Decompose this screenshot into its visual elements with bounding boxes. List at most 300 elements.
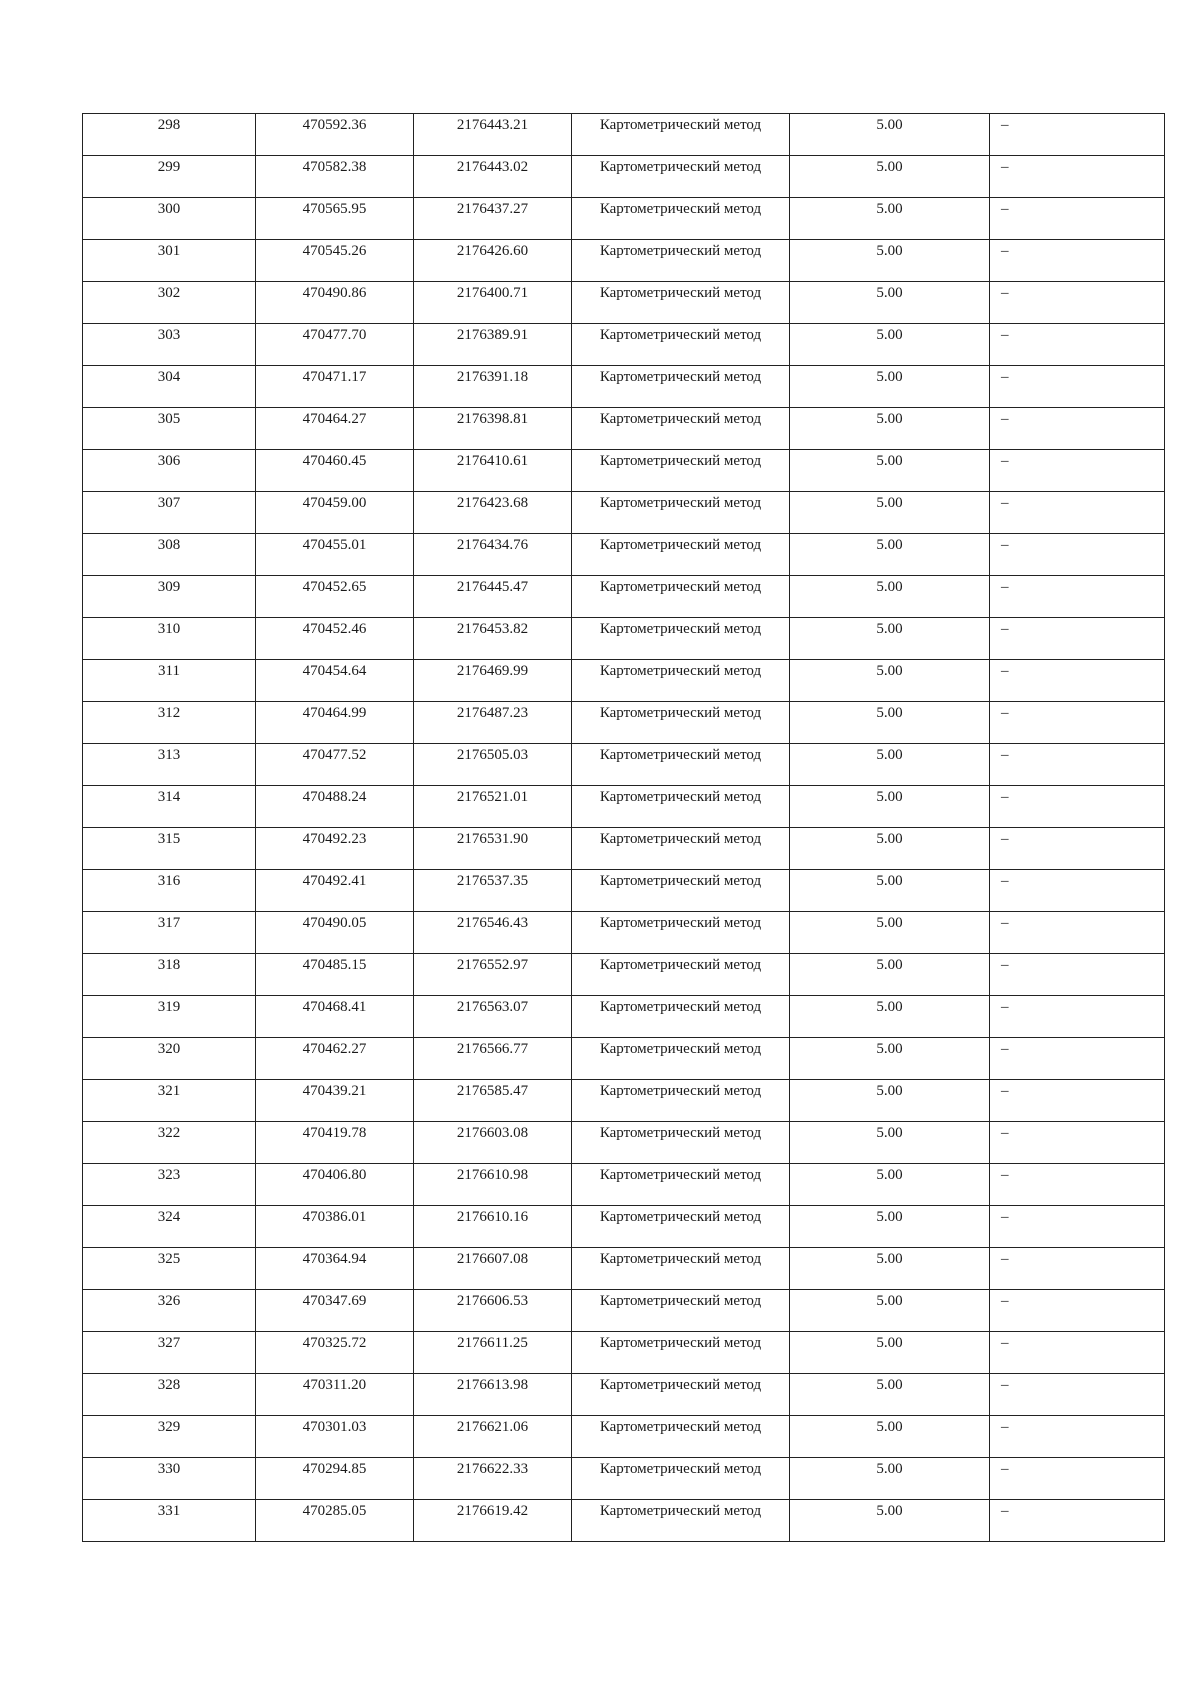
point-number-cell — [83, 1500, 256, 1542]
table-row — [83, 156, 1165, 198]
method-text: Картометрический метод — [599, 747, 762, 763]
y-coordinate-text: 2176603.08 — [456, 1125, 529, 1141]
point-number-cell — [83, 1248, 256, 1290]
accuracy-text: 5.00 — [876, 1041, 903, 1057]
x-coordinate-cell — [256, 450, 414, 492]
method-cell — [572, 1164, 790, 1206]
table-row — [83, 1374, 1165, 1416]
point-number-text: 302 — [157, 285, 181, 301]
note-text: – — [1001, 1419, 1009, 1435]
point-number-cell — [83, 618, 256, 660]
point-number-cell — [83, 450, 256, 492]
x-coordinate-cell — [256, 324, 414, 366]
note-text: – — [1001, 411, 1009, 427]
y-coordinate-text: 2176610.98 — [456, 1167, 529, 1183]
table-row — [83, 114, 1165, 156]
y-coordinate-cell — [414, 996, 572, 1038]
point-number-cell — [83, 492, 256, 534]
table-row — [83, 702, 1165, 744]
accuracy-text: 5.00 — [876, 1335, 903, 1351]
y-coordinate-text: 2176566.77 — [456, 1041, 529, 1057]
accuracy-cell — [790, 1332, 990, 1374]
point-number-text: 312 — [157, 705, 181, 721]
y-coordinate-cell — [414, 1500, 572, 1542]
method-text: Картометрический метод — [599, 705, 762, 721]
x-coordinate-cell — [256, 1080, 414, 1122]
accuracy-cell — [790, 450, 990, 492]
table-row — [83, 1164, 1165, 1206]
y-coordinate-cell — [414, 450, 572, 492]
table-row — [83, 996, 1165, 1038]
table-row — [83, 744, 1165, 786]
accuracy-text: 5.00 — [876, 1125, 903, 1141]
y-coordinate-text: 2176453.82 — [456, 621, 529, 637]
method-cell — [572, 1290, 790, 1332]
point-number-cell — [83, 1080, 256, 1122]
point-number-text: 303 — [157, 327, 181, 343]
note-cell — [990, 156, 1165, 198]
x-coordinate-cell — [256, 114, 414, 156]
method-text: Картометрический метод — [599, 1419, 762, 1435]
method-text: Картометрический метод — [599, 1083, 762, 1099]
accuracy-cell — [790, 1122, 990, 1164]
method-text: Картометрический метод — [599, 915, 762, 931]
x-coordinate-cell — [256, 744, 414, 786]
table-row — [83, 660, 1165, 702]
method-cell — [572, 1248, 790, 1290]
point-number-text: 313 — [157, 747, 181, 763]
y-coordinate-cell — [414, 1458, 572, 1500]
note-text: – — [1001, 999, 1009, 1015]
x-coordinate-cell — [256, 786, 414, 828]
note-text: – — [1001, 327, 1009, 343]
y-coordinate-cell — [414, 744, 572, 786]
method-text: Картометрический метод — [599, 1461, 762, 1477]
x-coordinate-cell — [256, 1206, 414, 1248]
y-coordinate-cell — [414, 1332, 572, 1374]
table-row — [83, 618, 1165, 660]
method-cell — [572, 1500, 790, 1542]
x-coordinate-cell — [256, 240, 414, 282]
y-coordinate-cell — [414, 786, 572, 828]
x-coordinate-text: 470592.36 — [302, 117, 367, 133]
note-cell — [990, 1122, 1165, 1164]
note-cell — [990, 534, 1165, 576]
y-coordinate-cell — [414, 660, 572, 702]
method-cell — [572, 114, 790, 156]
table-row — [83, 408, 1165, 450]
point-number-cell — [83, 1122, 256, 1164]
note-cell — [990, 324, 1165, 366]
accuracy-text: 5.00 — [876, 411, 903, 427]
accuracy-cell — [790, 576, 990, 618]
point-number-text: 331 — [157, 1503, 181, 1519]
point-number-cell — [83, 1332, 256, 1374]
accuracy-text: 5.00 — [876, 327, 903, 343]
accuracy-cell — [790, 744, 990, 786]
note-text: – — [1001, 1083, 1009, 1099]
note-cell — [990, 408, 1165, 450]
x-coordinate-cell — [256, 1038, 414, 1080]
note-text: – — [1001, 537, 1009, 553]
y-coordinate-text: 2176537.35 — [456, 873, 529, 889]
accuracy-text: 5.00 — [876, 1503, 903, 1519]
point-number-cell — [83, 786, 256, 828]
note-text: – — [1001, 495, 1009, 511]
accuracy-cell — [790, 1416, 990, 1458]
y-coordinate-cell — [414, 912, 572, 954]
accuracy-text: 5.00 — [876, 747, 903, 763]
note-cell — [990, 1458, 1165, 1500]
coordinates-table — [82, 113, 1165, 1542]
accuracy-text: 5.00 — [876, 1209, 903, 1225]
table-row — [83, 1332, 1165, 1374]
y-coordinate-text: 2176585.47 — [456, 1083, 529, 1099]
point-number-text: 306 — [157, 453, 181, 469]
accuracy-text: 5.00 — [876, 537, 903, 553]
table-row — [83, 450, 1165, 492]
accuracy-cell — [790, 954, 990, 996]
point-number-cell — [83, 576, 256, 618]
accuracy-text: 5.00 — [876, 159, 903, 175]
y-coordinate-cell — [414, 534, 572, 576]
note-text: – — [1001, 1503, 1009, 1519]
x-coordinate-text: 470464.99 — [302, 705, 367, 721]
accuracy-text: 5.00 — [876, 957, 903, 973]
accuracy-text: 5.00 — [876, 117, 903, 133]
accuracy-text: 5.00 — [876, 999, 903, 1015]
point-number-cell — [83, 828, 256, 870]
method-cell — [572, 450, 790, 492]
x-coordinate-cell — [256, 366, 414, 408]
table-row — [83, 828, 1165, 870]
note-cell — [990, 1080, 1165, 1122]
note-text: – — [1001, 1461, 1009, 1477]
point-number-cell — [83, 702, 256, 744]
point-number-text: 328 — [157, 1377, 181, 1393]
x-coordinate-cell — [256, 534, 414, 576]
x-coordinate-cell — [256, 1248, 414, 1290]
x-coordinate-text: 470490.86 — [302, 285, 367, 301]
x-coordinate-cell — [256, 282, 414, 324]
y-coordinate-cell — [414, 408, 572, 450]
point-number-text: 326 — [157, 1293, 181, 1309]
accuracy-cell — [790, 1038, 990, 1080]
note-text: – — [1001, 705, 1009, 721]
x-coordinate-cell — [256, 1332, 414, 1374]
note-cell — [990, 786, 1165, 828]
x-coordinate-cell — [256, 954, 414, 996]
method-cell — [572, 996, 790, 1038]
x-coordinate-text: 470311.20 — [302, 1377, 367, 1393]
method-text: Картометрический метод — [599, 285, 762, 301]
note-cell — [990, 1416, 1165, 1458]
accuracy-cell — [790, 240, 990, 282]
x-coordinate-text: 470492.41 — [302, 873, 367, 889]
x-coordinate-text: 470490.05 — [302, 915, 367, 931]
note-cell — [990, 618, 1165, 660]
accuracy-text: 5.00 — [876, 789, 903, 805]
note-cell — [990, 366, 1165, 408]
point-number-text: 321 — [157, 1083, 181, 1099]
point-number-text: 305 — [157, 411, 181, 427]
note-text: – — [1001, 1335, 1009, 1351]
method-text: Картометрический метод — [599, 411, 762, 427]
method-cell — [572, 954, 790, 996]
table-row — [83, 240, 1165, 282]
method-text: Картометрический метод — [599, 1209, 762, 1225]
point-number-text: 318 — [157, 957, 181, 973]
accuracy-cell — [790, 828, 990, 870]
accuracy-text: 5.00 — [876, 915, 903, 931]
method-text: Картометрический метод — [599, 1125, 762, 1141]
y-coordinate-text: 2176469.99 — [456, 663, 529, 679]
method-cell — [572, 408, 790, 450]
point-number-text: 317 — [157, 915, 181, 931]
y-coordinate-cell — [414, 618, 572, 660]
x-coordinate-cell — [256, 492, 414, 534]
point-number-cell — [83, 1374, 256, 1416]
point-number-cell — [83, 1038, 256, 1080]
y-coordinate-text: 2176531.90 — [456, 831, 529, 847]
y-coordinate-text: 2176445.47 — [456, 579, 529, 595]
point-number-text: 311 — [158, 663, 180, 679]
method-text: Картометрический метод — [599, 789, 762, 805]
x-coordinate-text: 470386.01 — [302, 1209, 367, 1225]
table-row — [83, 198, 1165, 240]
y-coordinate-text: 2176521.01 — [456, 789, 529, 805]
accuracy-cell — [790, 198, 990, 240]
method-text: Картометрический метод — [599, 873, 762, 889]
method-text: Картометрический метод — [599, 453, 762, 469]
note-cell — [990, 240, 1165, 282]
y-coordinate-cell — [414, 282, 572, 324]
coordinates-table-body — [83, 114, 1165, 1542]
table-row — [83, 1290, 1165, 1332]
x-coordinate-cell — [256, 912, 414, 954]
method-text: Картометрический метод — [599, 159, 762, 175]
accuracy-text: 5.00 — [876, 621, 903, 637]
point-number-text: 309 — [157, 579, 181, 595]
accuracy-cell — [790, 996, 990, 1038]
note-text: – — [1001, 201, 1009, 217]
accuracy-text: 5.00 — [876, 201, 903, 217]
table-row — [83, 1500, 1165, 1542]
accuracy-cell — [790, 366, 990, 408]
x-coordinate-text: 470488.24 — [302, 789, 367, 805]
y-coordinate-cell — [414, 1080, 572, 1122]
accuracy-cell — [790, 156, 990, 198]
accuracy-text: 5.00 — [876, 1251, 903, 1267]
method-text: Картометрический метод — [599, 999, 762, 1015]
point-number-cell — [83, 324, 256, 366]
note-text: – — [1001, 1167, 1009, 1183]
x-coordinate-text: 470439.21 — [302, 1083, 367, 1099]
method-cell — [572, 576, 790, 618]
note-text: – — [1001, 159, 1009, 175]
note-cell — [990, 450, 1165, 492]
accuracy-cell — [790, 1248, 990, 1290]
x-coordinate-text: 470565.95 — [302, 201, 367, 217]
point-number-cell — [83, 954, 256, 996]
x-coordinate-cell — [256, 1374, 414, 1416]
note-text: – — [1001, 873, 1009, 889]
x-coordinate-text: 470471.17 — [302, 369, 367, 385]
method-cell — [572, 618, 790, 660]
point-number-text: 308 — [157, 537, 181, 553]
point-number-text: 307 — [157, 495, 181, 511]
y-coordinate-text: 2176606.53 — [456, 1293, 529, 1309]
method-cell — [572, 492, 790, 534]
table-row — [83, 912, 1165, 954]
accuracy-cell — [790, 618, 990, 660]
x-coordinate-cell — [256, 660, 414, 702]
method-text: Картометрический метод — [599, 495, 762, 511]
x-coordinate-text: 470468.41 — [302, 999, 367, 1015]
method-text: Картометрический метод — [599, 201, 762, 217]
note-cell — [990, 1500, 1165, 1542]
point-number-cell — [83, 534, 256, 576]
x-coordinate-cell — [256, 702, 414, 744]
table-row — [83, 1206, 1165, 1248]
table-row — [83, 786, 1165, 828]
method-text: Картометрический метод — [599, 1167, 762, 1183]
point-number-cell — [83, 744, 256, 786]
point-number-cell — [83, 870, 256, 912]
point-number-cell — [83, 1416, 256, 1458]
method-text: Картометрический метод — [599, 537, 762, 553]
method-cell — [572, 198, 790, 240]
x-coordinate-text: 470582.38 — [302, 159, 367, 175]
method-text: Картометрический метод — [599, 579, 762, 595]
point-number-cell — [83, 1290, 256, 1332]
method-text: Картометрический метод — [599, 117, 762, 133]
y-coordinate-cell — [414, 954, 572, 996]
accuracy-text: 5.00 — [876, 1461, 903, 1477]
x-coordinate-cell — [256, 996, 414, 1038]
accuracy-text: 5.00 — [876, 873, 903, 889]
point-number-cell — [83, 366, 256, 408]
accuracy-cell — [790, 492, 990, 534]
point-number-cell — [83, 198, 256, 240]
accuracy-text: 5.00 — [876, 831, 903, 847]
accuracy-cell — [790, 702, 990, 744]
y-coordinate-cell — [414, 1416, 572, 1458]
note-cell — [990, 828, 1165, 870]
method-text: Картометрический метод — [599, 1251, 762, 1267]
accuracy-text: 5.00 — [876, 1293, 903, 1309]
point-number-text: 320 — [157, 1041, 181, 1057]
x-coordinate-text: 470545.26 — [302, 243, 367, 259]
note-text: – — [1001, 663, 1009, 679]
y-coordinate-cell — [414, 240, 572, 282]
point-number-text: 316 — [157, 873, 181, 889]
note-text: – — [1001, 915, 1009, 931]
method-cell — [572, 870, 790, 912]
method-text: Картометрический метод — [599, 327, 762, 343]
note-cell — [990, 1206, 1165, 1248]
method-text: Картометрический метод — [599, 831, 762, 847]
x-coordinate-text: 470454.64 — [302, 663, 367, 679]
y-coordinate-text: 2176621.06 — [456, 1419, 529, 1435]
note-text: – — [1001, 789, 1009, 805]
x-coordinate-text: 470477.52 — [302, 747, 367, 763]
accuracy-cell — [790, 1458, 990, 1500]
table-row — [83, 282, 1165, 324]
x-coordinate-text: 470364.94 — [302, 1251, 367, 1267]
method-cell — [572, 1374, 790, 1416]
table-row — [83, 870, 1165, 912]
accuracy-cell — [790, 1374, 990, 1416]
method-text: Картометрический метод — [599, 1335, 762, 1351]
method-cell — [572, 912, 790, 954]
point-number-text: 314 — [157, 789, 181, 805]
x-coordinate-text: 470285.05 — [302, 1503, 367, 1519]
note-text: – — [1001, 117, 1009, 133]
x-coordinate-cell — [256, 408, 414, 450]
y-coordinate-text: 2176426.60 — [456, 243, 529, 259]
accuracy-cell — [790, 1164, 990, 1206]
method-cell — [572, 282, 790, 324]
y-coordinate-text: 2176398.81 — [456, 411, 529, 427]
note-cell — [990, 1374, 1165, 1416]
note-text: – — [1001, 1251, 1009, 1267]
accuracy-text: 5.00 — [876, 1419, 903, 1435]
x-coordinate-text: 470452.46 — [302, 621, 367, 637]
x-coordinate-text: 470325.72 — [302, 1335, 367, 1351]
y-coordinate-text: 2176552.97 — [456, 957, 529, 973]
x-coordinate-text: 470460.45 — [302, 453, 367, 469]
method-cell — [572, 534, 790, 576]
y-coordinate-text: 2176443.21 — [456, 117, 529, 133]
accuracy-text: 5.00 — [876, 285, 903, 301]
y-coordinate-text: 2176613.98 — [456, 1377, 529, 1393]
note-text: – — [1001, 369, 1009, 385]
accuracy-text: 5.00 — [876, 1167, 903, 1183]
y-coordinate-text: 2176546.43 — [456, 915, 529, 931]
note-cell — [990, 660, 1165, 702]
accuracy-cell — [790, 534, 990, 576]
method-cell — [572, 1080, 790, 1122]
x-coordinate-cell — [256, 1122, 414, 1164]
method-cell — [572, 1458, 790, 1500]
note-cell — [990, 702, 1165, 744]
note-cell — [990, 996, 1165, 1038]
point-number-text: 319 — [157, 999, 181, 1015]
method-text: Картометрический метод — [599, 1377, 762, 1393]
accuracy-cell — [790, 786, 990, 828]
y-coordinate-text: 2176389.91 — [456, 327, 529, 343]
y-coordinate-cell — [414, 1248, 572, 1290]
x-coordinate-text: 470301.03 — [302, 1419, 367, 1435]
accuracy-cell — [790, 408, 990, 450]
table-row — [83, 324, 1165, 366]
note-cell — [990, 954, 1165, 996]
table-row — [83, 1458, 1165, 1500]
point-number-text: 301 — [157, 243, 181, 259]
y-coordinate-text: 2176505.03 — [456, 747, 529, 763]
accuracy-text: 5.00 — [876, 495, 903, 511]
y-coordinate-cell — [414, 1374, 572, 1416]
y-coordinate-text: 2176563.07 — [456, 999, 529, 1015]
accuracy-cell — [790, 1500, 990, 1542]
x-coordinate-cell — [256, 870, 414, 912]
x-coordinate-cell — [256, 156, 414, 198]
table-row — [83, 1122, 1165, 1164]
note-text: – — [1001, 1293, 1009, 1309]
x-coordinate-cell — [256, 618, 414, 660]
method-text: Картометрический метод — [599, 1293, 762, 1309]
